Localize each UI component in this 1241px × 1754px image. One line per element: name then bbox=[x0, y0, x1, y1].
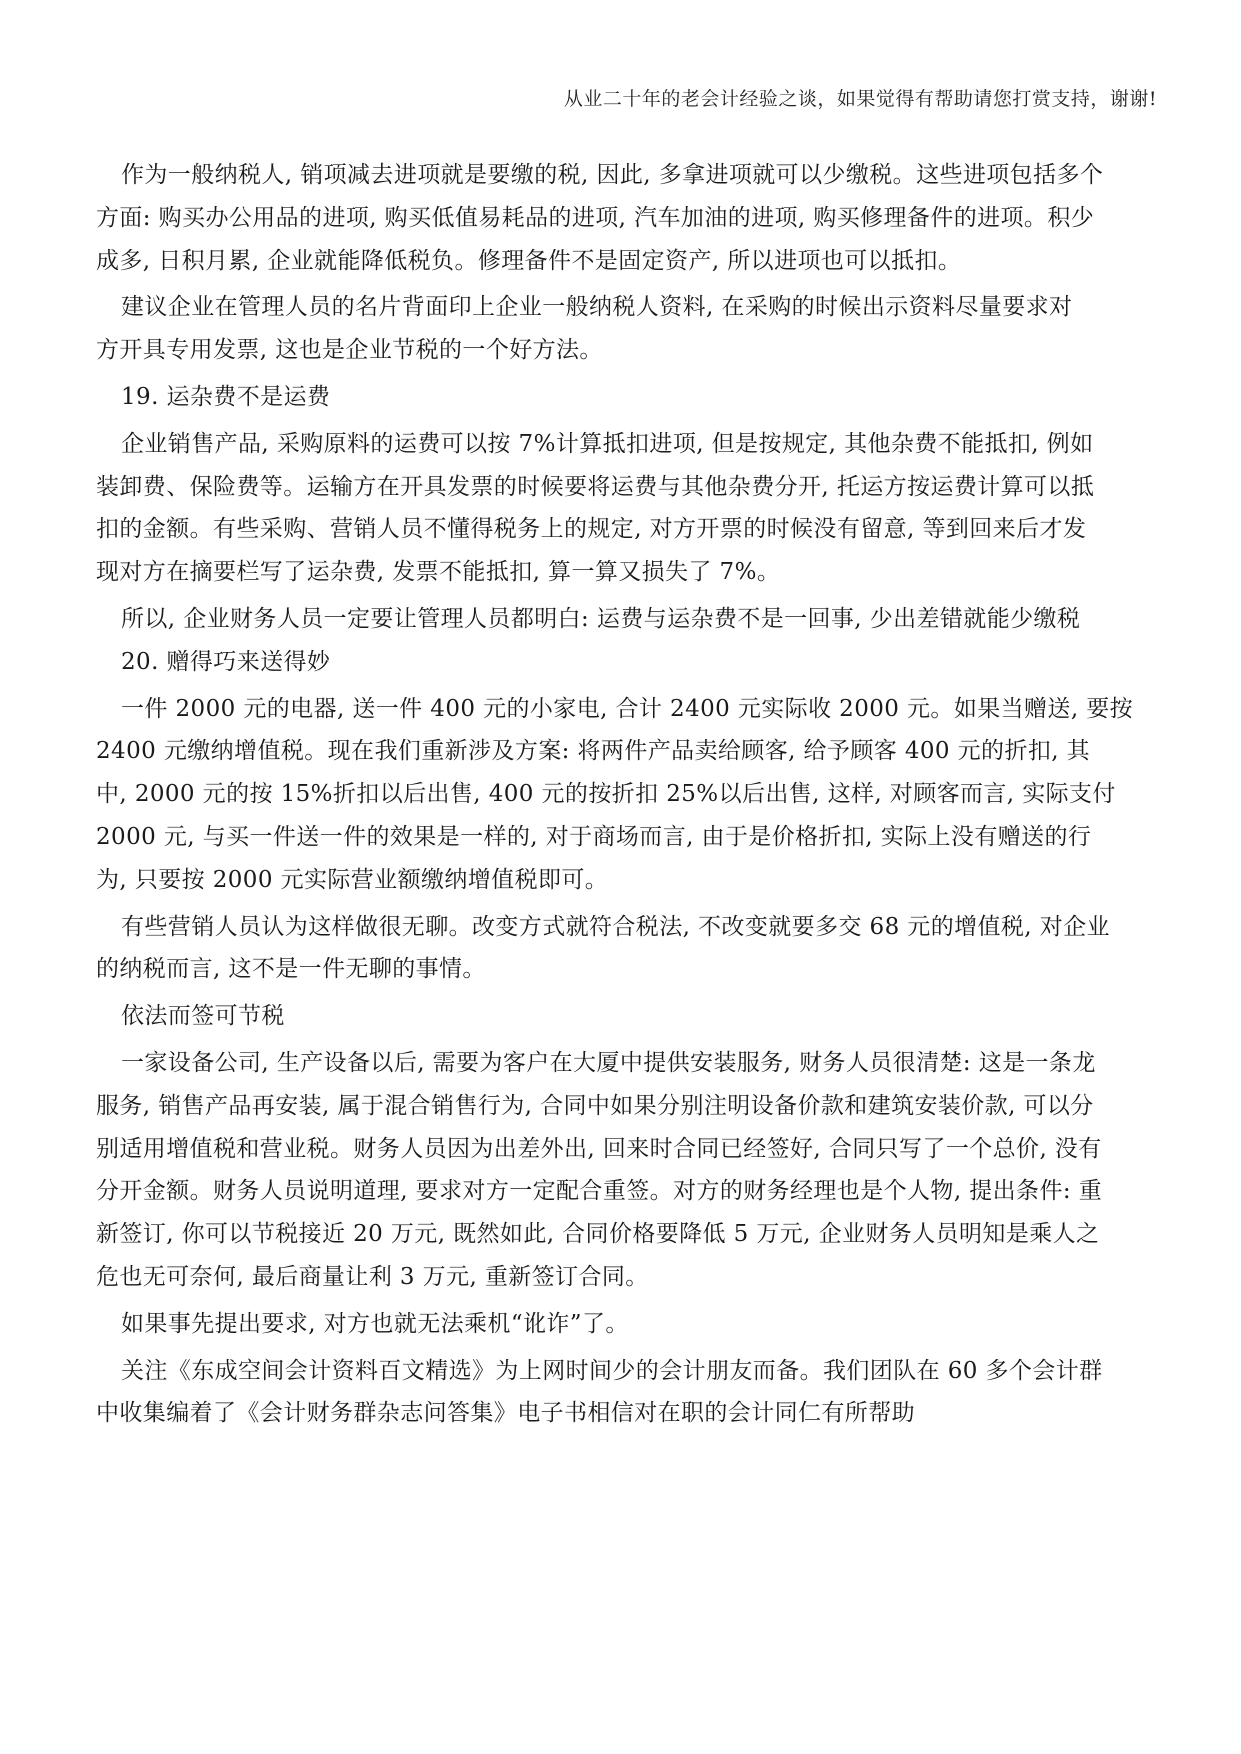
text-line: 新签订, 你可以节税接近 20 万元, 既然如此, 合同价格要降低 5 万元, 企业财务人员明知是乘人之 bbox=[96, 1221, 1100, 1248]
text-line: 中收集编着了《会计财务群杂志问答集》电子书相信对在职的会计同仁有所帮助 bbox=[96, 1400, 915, 1427]
text-line: 一家设备公司, 生产设备以后, 需要为客户在大厦中提供安装服务, 财务人员很清楚: 这是一条龙 bbox=[121, 1049, 1096, 1076]
text-line: 有些营销人员认为这样做很无聊。改变方式就符合税法, 不改变就要多交 68 元的增值税, 对企业 bbox=[121, 913, 1110, 940]
paragraph-freight bbox=[96, 423, 1146, 594]
paragraph-promotion bbox=[96, 1350, 1146, 1436]
section-heading-20 bbox=[96, 641, 1146, 684]
text-line: 所以, 企业财务人员一定要让管理人员都明白: 运费与运杂费不是一回事, 少出差错就能少缴税 bbox=[121, 605, 1081, 632]
section-heading-19 bbox=[96, 376, 1146, 419]
text-line: 现对方在摘要栏写了运杂费, 发票不能抵扣, 算一算又损失了 7%。 bbox=[96, 559, 781, 586]
paragraph-freight-conclusion bbox=[96, 598, 1146, 641]
text-line: 分开金额。财务人员说明道理, 要求对方一定配合重签。对方的财务经理也是个人物, 提出条件: 重 bbox=[96, 1178, 1103, 1205]
text-line: 服务, 销售产品再安装, 属于混合销售行为, 合同中如果分别注明设备价款和建筑安装价款, 可以分 bbox=[96, 1092, 1094, 1119]
paragraph-contract-case bbox=[96, 1042, 1146, 1299]
paragraph-input-tax bbox=[96, 154, 1146, 282]
text-line: 方面: 购买办公用品的进项, 购买低值易耗品的进项, 汽车加油的进项, 购买修理备件的进项。积少 bbox=[96, 204, 1095, 231]
text-line: 装卸费、保险费等。运输方在开具发票的时候要将运费与其他杂费分开, 托运方按运费计算可以抵 bbox=[96, 473, 1095, 500]
heading-line: 20. 赠得巧来送得妙 bbox=[121, 648, 331, 675]
heading-line: 19. 运杂费不是运费 bbox=[121, 383, 331, 410]
heading-line: 依法而签可节税 bbox=[121, 1003, 285, 1030]
text-line: 2400 元缴纳增值税。现在我们重新涉及方案: 将两件产品卖给顾客, 给予顾客 400 元的折扣, 其 bbox=[96, 738, 1091, 765]
paragraph-gift-discount bbox=[96, 688, 1146, 902]
paragraph-advance-request bbox=[96, 1303, 1146, 1346]
text-line: 成多, 日积月累, 企业就能降低税负。修理备件不是固定资产, 所以进项也可以抵扣。 bbox=[96, 247, 962, 274]
text-line: 一件 2000 元的电器, 送一件 400 元的小家电, 合计 2400 元实际收 2000 元。如果当赠送, 要按 bbox=[121, 695, 1134, 722]
text-line: 方开具专用发票, 这也是企业节税的一个好方法。 bbox=[96, 337, 603, 364]
document-body bbox=[96, 154, 1146, 1435]
text-line: 中, 2000 元的按 15%折扣以后出售, 400 元的按折扣 25%以后出售, 这样, 对顾客而言, 实际支付 bbox=[96, 781, 1116, 808]
text-line: 作为一般纳税人, 销项减去进项就是要缴的税, 因此, 多拿进项就可以少缴税。这些进项包括多个 bbox=[121, 162, 1104, 188]
text-line: 危也无可奈何, 最后商量让利 3 万元, 重新签订合同。 bbox=[96, 1263, 649, 1290]
text-line: 别适用增值税和营业税。财务人员因为出差外出, 回来时合同已经签好, 合同只写了一个总价, 没有 bbox=[96, 1135, 1102, 1162]
text-line: 的纳税而言, 这不是一件无聊的事情。 bbox=[96, 956, 486, 983]
page-header: 从业二十年的老会计经验之谈，如果觉得有帮助请您打赏支持，谢谢! bbox=[563, 88, 1157, 110]
text-line: 如果事先提出要求, 对方也就无法乘机“讹诈”了。 bbox=[121, 1310, 629, 1337]
text-line: 企业销售产品, 采购原料的运费可以按 7%计算抵扣进项, 但是按规定, 其他杂费不能抵扣, 例如 bbox=[121, 430, 1094, 457]
text-line: 为, 只要按 2000 元实际营业额缴纳增值税即可。 bbox=[96, 866, 609, 893]
text-line: 建议企业在管理人员的名片背面印上企业一般纳税人资料, 在采购的时候出示资料尽量要求对 bbox=[121, 294, 1073, 321]
text-line: 关注《东成空间会计资料百文精选》为上网时间少的会计朋友而备。我们团队在 60 多个会计群 bbox=[121, 1357, 1103, 1384]
section-heading-contract bbox=[96, 995, 1146, 1038]
text-line: 扣的金额。有些采购、营销人员不懂得税务上的规定, 对方开票的时候没有留意, 等到回来后才发 bbox=[96, 516, 1087, 543]
paragraph-sales-staff bbox=[96, 906, 1146, 992]
text-line: 2000 元, 与买一件送一件的效果是一样的, 对于商场而言, 由于是价格折扣, 实际上没有赠送的行 bbox=[96, 823, 1092, 850]
paragraph-business-card bbox=[96, 286, 1146, 372]
